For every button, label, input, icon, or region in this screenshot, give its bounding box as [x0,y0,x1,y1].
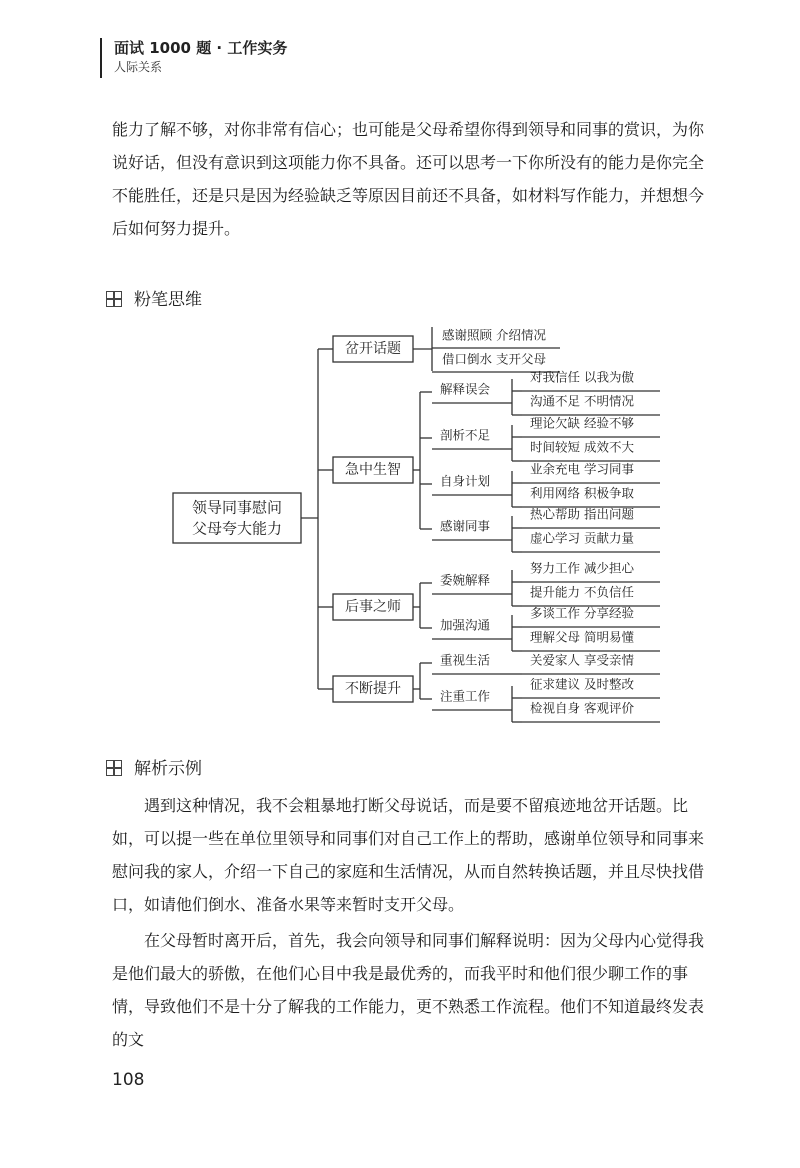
sub-label: 重视生活 [440,652,491,668]
leaf-label: 理解父母 简明易懂 [530,629,634,645]
leaf-label: 对我信任 以我为傲 [530,369,634,385]
analysis-section-title [106,757,202,781]
branch-label: 后事之师 [345,599,401,615]
sub-label: 解释误会 [440,381,491,397]
header-subtitle: 人际关系 [114,60,163,74]
branch-label: 岔开话题 [345,341,401,357]
analysis-paragraph-2: 在父母暂时离开后，首先，我会向领导和同事们解释说明：因为父母内心觉得我是他们最大的骄傲，在他们心目中我是最优秀的，而我平时和他们很少聊工作的事情，导致他们不是十分了解我的工作能力，更不熟悉工作流程。他们不知道最终发表的文 [112,931,705,1049]
leaf-label: 关爱家人 享受亲情 [530,652,634,668]
page-number: 108 [112,1070,145,1090]
section-grid-icon [106,760,122,776]
sub-label: 剖析不足 [440,427,491,443]
leaf-label: 努力工作 减少担心 [530,560,634,576]
leaf-label: 利用网络 积极争取 [530,485,634,501]
leaf-label: 检视自身 客观评价 [530,700,634,716]
branch-label: 不断提升 [345,681,401,697]
mindmap-root-line-2: 父母夸大能力 [191,519,283,538]
analysis-section-label: 解析示例 [134,759,202,779]
leaf-label: 沟通不足 不明情况 [530,393,634,409]
leaf-label: 征求建议 及时整改 [530,676,634,692]
mindmap-section-label: 粉笔思维 [134,290,202,310]
leaf-label: 提升能力 不负信任 [530,584,634,600]
leaf-label: 理论欠缺 经验不够 [530,415,634,431]
leaf-label: 借口倒水 支开父母 [442,351,546,367]
header-title: 面试 1000 题 · 工作实务 [114,39,288,57]
branch-label: 急中生智 [345,462,401,478]
leaf-label: 感谢照顾 介绍情况 [442,327,546,343]
mindmap-root-line-1: 领导同事慰问 [191,498,283,517]
intro-paragraph: 能力了解不够，对你非常有信心；也可能是父母希望你得到领导和同事的赏识，为你说好话，但没有意识到这项能力你不具备。还可以思考一下你所没有的能力是你完全不能胜任，还是只是因为经验缺乏等原因目前还不具备，如材料写作能力，并想想今后如何努力提升。 [112,120,705,238]
leaf-label: 虚心学习 贡献力量 [530,530,634,546]
sub-label: 加强沟通 [440,617,491,633]
leaf-label: 业余充电 学习同事 [530,461,634,477]
analysis-paragraph-1: 遇到这种情况，我不会粗暴地打断父母说话，而是要不留痕迹地岔开话题。比如，可以提一些在单位里领导和同事们对自己工作上的帮助，感谢单位领导和同事来慰问我的家人，介绍一下自己的家庭和生活情况，从而自然转换话题，并且尽快找借口，如请他们倒水、准备水果等来暂时支开父母。 [112,796,705,914]
sub-label: 注重工作 [440,688,491,704]
leaf-label: 时间较短 成效不大 [530,439,634,455]
sub-label: 感谢同事 [440,518,491,534]
sub-label: 委婉解释 [440,572,491,588]
leaf-label: 热心帮助 指出问题 [530,506,634,522]
sub-label: 自身计划 [440,473,491,489]
leaf-label: 多谈工作 分享经验 [530,605,634,621]
